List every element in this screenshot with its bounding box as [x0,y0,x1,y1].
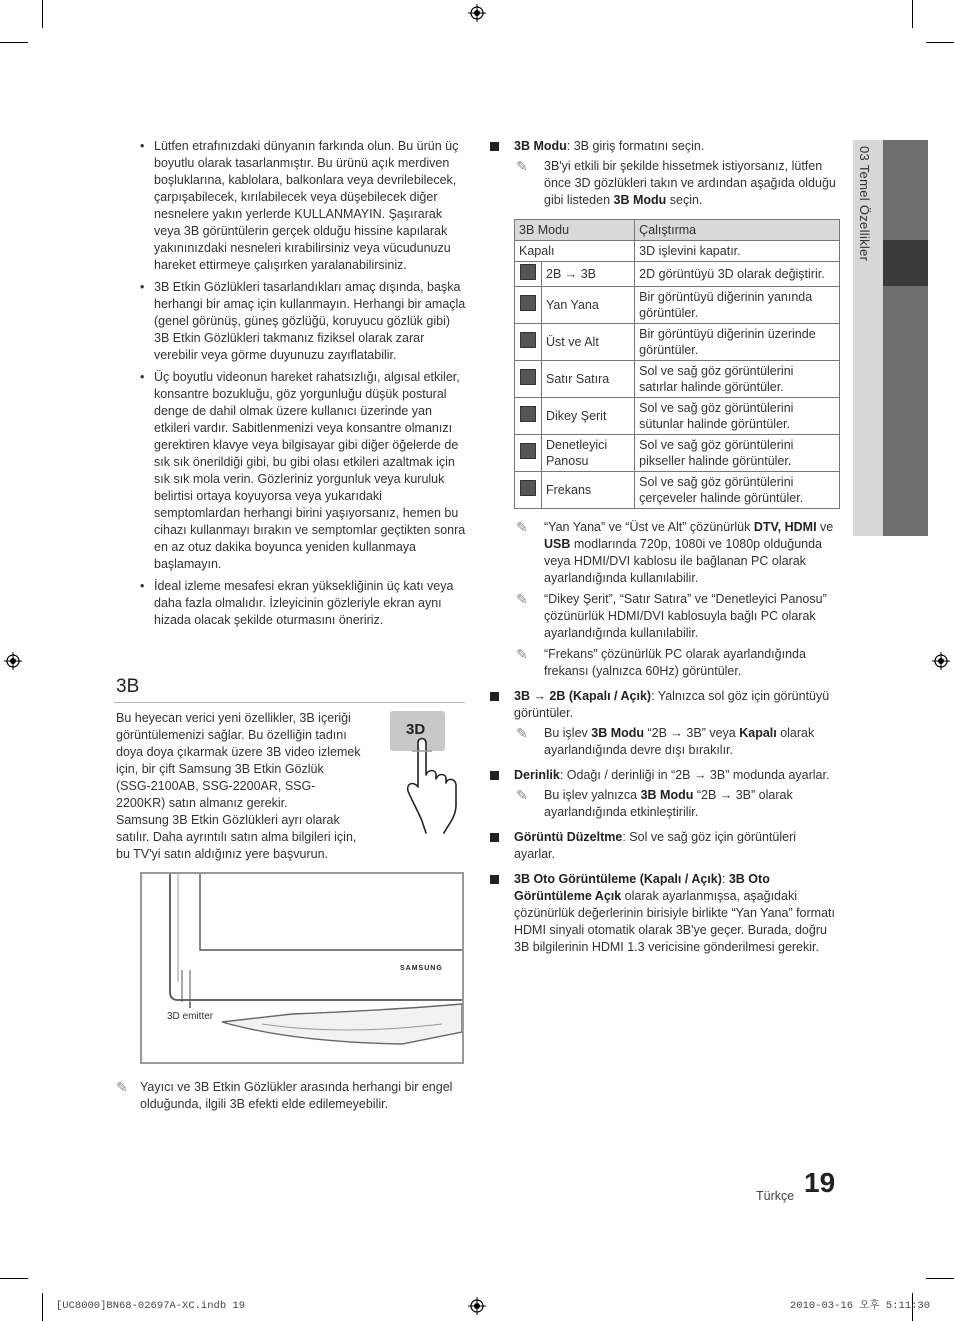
table-row [515,472,840,509]
bullet-item: • Lütfen etrafınızdaki dünyanın farkında olun. Bu ürün üç boyutlu olarak tasarlanmıştır. Bu ürünü açık merdiven boşluklarına, kablolara, balkonlara veya devrilebilecek, çarpışabilecek, kırılabilecek veya düşebilecek diğer nesnelere yakın yerlerde KULLANMAYIN. Şaşırarak veya 3B görüntülerin gerçek olduğu hissine kapılarak yakınınızdaki nesneleri kırabilirsiniz veya vücudunuzu hareket ettirmeye çalışırken yaralanabilirsiniz. [112,138,468,274]
mode-cell: Yan Yana [542,287,635,324]
menu-item-3d-auto-view [488,871,840,956]
intro-paragraph: Bu heyecan verici yeni özellikler, 3B içeriği görüntülemenizi sağlar. Bu özelliğin tadını doya doya çıkarmak üzere 3B video izlemek için, bir çift Samsung 3B Etkin Gözlük (SSG-2100AB, SSG-2200AR, SSG-2200KR) satın almanız gerekir. [116,711,361,810]
icon-cell [515,287,542,324]
item-label: 3B Modu [514,139,567,153]
registration-mark-icon [932,652,950,670]
chapter-tab-marker [883,240,928,286]
icon-cell [515,262,542,287]
note-pencil-icon: ✎ [516,725,528,741]
sub-note [514,787,840,821]
crop-mark [0,1278,28,1279]
square-bullet-icon [490,142,499,151]
item-label: 3B Oto Görüntüleme Açık [514,872,770,903]
note-text: 3B'yi etkili bir şekilde hissetmek istiyorsanız, lütfen önce 3D gözlükleri takın ve ardından aşağıda olduğu gibi listeden [544,159,836,207]
note-text: olarak ayarlandığında devre dışı bırakılır. [544,726,815,757]
section-title: 3B [116,676,140,697]
crop-mark [42,1293,43,1321]
note-pencil-icon: ✎ [116,1079,128,1095]
side-by-side-icon [520,295,536,311]
note-text: seçin. [666,193,703,207]
mode-cell: Denetleyici Panosu [542,435,635,472]
desc-cell: Sol ve sağ göz görüntülerini pikseller halinde görüntüler. [635,435,840,472]
mode-cell: Kapalı [515,241,635,262]
3d-mode-table [514,219,840,509]
icon-cell [515,472,542,509]
note-text: ve [816,520,834,534]
table-header-cell: 3B Modu [515,220,635,241]
note-pencil-icon: ✎ [516,787,528,803]
table-row [515,361,840,398]
2d-to-3d-icon [520,264,536,280]
sub-note [514,591,840,642]
table-row [515,262,840,287]
emitter-label: 3D emitter [167,1011,214,1022]
mode-cell: Dikey Şerit [542,398,635,435]
table-header-row [515,220,840,241]
note-bold: DTV, HDMI [753,520,817,534]
table-row [515,287,840,324]
crop-mark [0,42,28,43]
table-row [515,241,840,262]
icon-cell [515,398,542,435]
note-bold: 3B Modu [591,726,645,740]
note-text: modlarında 720p, 1080i ve 1080p olduğunda veya HDMI/DVI kablosu ile bağlanan PC olarak ayarlandığında kullanılabilir. [544,537,822,585]
item-label: Görüntü Düzeltme [514,830,623,844]
table-row [515,435,840,472]
tv-illustration [140,872,464,1064]
bullet-item: • Üç boyutlu videonun hareket rahatsızlığı, algısal etkiler, konsantre bozukluğu, göz yorgunluğu düşük postural denge de dahil olmak üzere kullanıcı üzerinde yan etkileri vardır. Sabitlenmenizi veya konsantre olmanızı gerektiren klavye veya bilgisayar gibi diğer öğelerde de sık sık önerildiği gibi, bu gibi olası etkileri azaltmak için sık sık mola verin. Gözleriniz yorgunluk veya kuruluk belirtisi ortaya koyuyorsa veya yukarıdaki semptomlardan herhangi birini yaşıyorsanız, hemen bu cihazı kullanmayı bırakın ve semptomlar geçtikten sonra en az otuz dakika boyunca yeniden kullanmaya başlamayın. [112,369,468,573]
tv-brand-logo: SAMSUNG [400,965,443,972]
pointing-hand-icon [404,735,466,835]
icon-cell [515,435,542,472]
square-bullet-icon [490,771,499,780]
table-row [515,398,840,435]
note-text: “Yan Yana” ve “Üst ve Alt” çözünürlük [544,520,754,534]
note-text: “2B → 3B” veya [644,726,740,740]
note-pencil-icon: ✎ [516,591,528,607]
registration-mark-icon [4,652,22,670]
square-bullet-icon [490,692,499,701]
desc-cell: Sol ve sağ göz görüntülerini sütunlar halinde görüntüler. [635,398,840,435]
menu-item-3d-to-2d [488,688,840,759]
menu-item-depth [488,767,840,821]
emitter-note [116,1079,490,1113]
mode-cell: Üst ve Alt [542,324,635,361]
item-label: 3B → 2B (Kapalı / Açık) [514,689,652,703]
line-by-line-icon [520,369,536,385]
desc-cell: 2D görüntüyü 3D olarak değiştirir. [635,262,840,287]
print-file-info: [UC8000]BN68-02697A-XC.indb 19 [56,1300,246,1312]
item-text: : Odağı / derinliği in “2B → 3B” modunda ayarlar. [559,768,830,782]
menu-item-picture-correction [488,829,840,863]
item-text: : Sol ve sağ göz için görüntüleri ayarlar. [514,830,797,861]
item-text: : [721,872,729,886]
page-number: 19 [804,1167,836,1198]
table-row [515,324,840,361]
remote-3d-button-label: 3D [406,721,426,738]
intro-paragraph: Samsung 3B Etkin Gözlükleri ayrı olarak satılır. Daha ayrıntılı satın alma bilgileri için, bu TV'yi satın aldığınız yere başvurun. [116,813,357,861]
safety-bullets [112,138,468,634]
print-timestamp: 2010-03-16 오후 5:11:30 [790,1300,931,1312]
crop-mark [926,42,954,43]
note-bold: 3B Modu [640,788,694,802]
remote-3d-button-illustration [388,711,468,836]
icon-cell [515,361,542,398]
sub-note [514,646,840,680]
note-pencil-icon: ✎ [516,519,528,535]
sub-note [514,725,840,759]
note-text: “Dikey Şerit”, “Satır Satıra” ve “Denetleyici Panosu” çözünürlük HDMI/DVI kablosuyla bağlı PC olarak ayarlandığında kullanılabilir. [544,592,827,640]
top-bottom-icon [520,332,536,348]
mode-cell: Frekans [542,472,635,509]
item-text: : Yalnızca sol göz için görüntüyü görüntüler. [514,689,830,720]
intro-text [116,710,361,863]
vertical-stripe-icon [520,406,536,422]
note-text: “2B → 3B” olarak ayarlandığında etkinleştirilir. [544,788,793,819]
emitter-note-text: Yayıcı ve 3B Etkin Gözlükler arasında herhangi bir engel olduğunda, ilgili 3B efekti elde edilemeyebilir. [140,1080,453,1111]
note-pencil-icon: ✎ [516,646,528,662]
item-label: Derinlik [514,768,560,782]
sub-note [514,519,840,587]
item-text: : 3B giriş formatını seçin. [566,139,705,153]
note-bold: 3B Modu [613,193,667,207]
registration-mark-icon [468,1297,486,1315]
mode-cell: Satır Satıra [542,361,635,398]
mode-cell: 2B → 3B [542,262,635,287]
right-column [488,138,840,964]
crop-mark [926,1278,954,1279]
sub-note [514,158,840,209]
desc-cell: Sol ve sağ göz görüntülerini satırlar halinde görüntüler. [635,361,840,398]
item-text: olarak ayarlanmışsa, aşağıdaki çözünürlük değerlerinin birisiyle birlikte “Yan Yana” formatı HDMI sinyali otomatik olarak 3B'ye geçer. Burada, doğru 3B bilgilerinin HDMI 1.3 vericisine gönderilmesi gerekir. [514,889,835,954]
desc-cell: 3D işlevini kapatır. [635,241,840,262]
item-label: 3B Oto Görüntüleme (Kapalı / Açık) [514,872,722,886]
chapter-tab-bar [883,140,928,536]
desc-cell: Bir görüntüyü diğerinin yanında görüntüler. [635,287,840,324]
section-divider [114,702,465,703]
table-header-cell: Çalıştırma [635,220,840,241]
desc-cell: Bir görüntüyü diğerinin üzerinde görüntüler. [635,324,840,361]
note-text: “Frekans” çözünürlük PC olarak ayarlandığında frekansı (yalnızca 60Hz) görüntüler. [544,647,806,678]
note-text: Bu işlev [544,726,592,740]
desc-cell: Sol ve sağ göz görüntülerini çerçeveler halinde görüntüler. [635,472,840,509]
registration-mark-icon [468,4,486,22]
crop-mark [42,0,43,28]
crop-mark [912,0,913,28]
chapter-label: 03 Temel Özellikler [857,146,872,262]
menu-item-3d-mode [488,138,840,209]
bullet-item: • 3B Etkin Gözlükleri tasarlandıkları amaç dışında, başka herhangi bir amaç için kullanmayın. Herhangi bir amaçla (genel görünüş, güneş gözlüğü, koruyucu gözlük gibi) 3B Etkin Gözlükleri takmanız fiziksel olarak zarar verebilir veya görme duyunuzu zayıflatabilir. [112,279,468,364]
square-bullet-icon [490,875,499,884]
frequency-icon [520,480,536,496]
note-bold: USB [544,537,571,551]
note-text: Bu işlev yalnızca [544,788,641,802]
footer-language: Türkçe [756,1189,795,1203]
bullet-item: • İdeal izleme mesafesi ekran yüksekliğinin üç katı veya daha fazla olmalıdır. İzleyicinin gözleriyle ekran aynı hizada olacak şekilde oturmasını öneririz. [112,578,468,629]
icon-cell [515,324,542,361]
note-pencil-icon: ✎ [516,158,528,174]
square-bullet-icon [490,833,499,842]
note-bold: Kapalı [739,726,777,740]
checker-board-icon [520,443,536,459]
